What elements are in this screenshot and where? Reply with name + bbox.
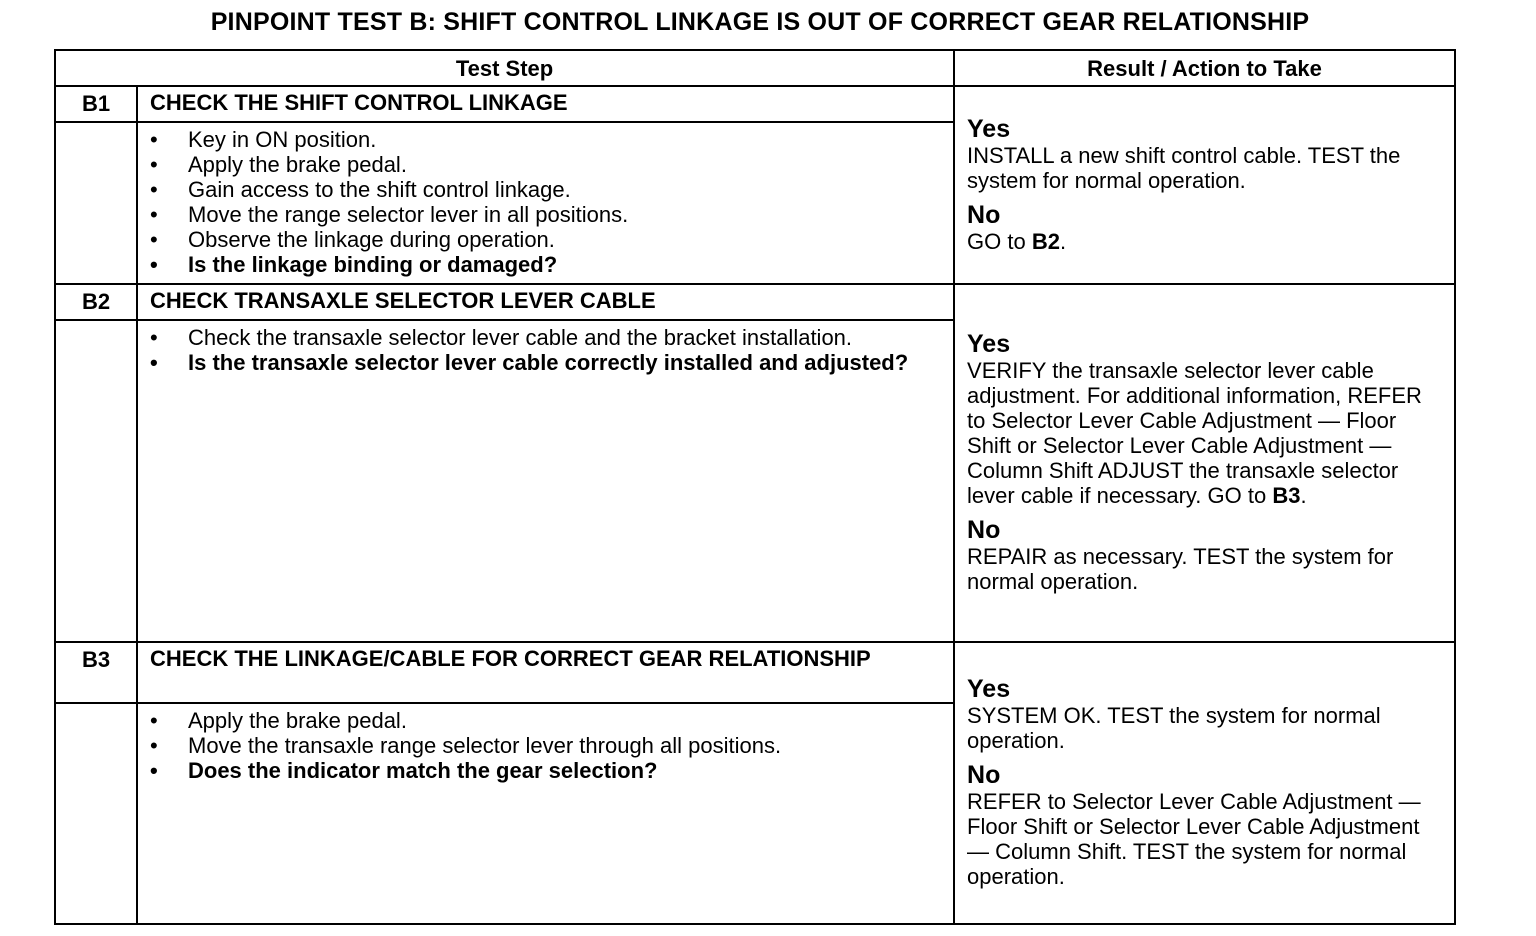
list-item: • Check the transaxle selector lever cable and the bracket installation.	[150, 325, 943, 350]
no-action: REPAIR as necessary. TEST the system for normal operation.	[967, 544, 1394, 594]
yes-action: INSTALL a new shift control cable. TEST the system for normal operation.	[967, 142, 1401, 193]
yes-action: SYSTEM OK. TEST the system for normal operation.	[967, 703, 1381, 753]
step-b2-instructions	[137, 320, 954, 642]
no-label: No	[967, 516, 1001, 544]
step-heading: CHECK TRANSAXLE SELECTOR LEVER CABLE	[137, 284, 954, 320]
step-b1-instructions	[137, 122, 954, 284]
list-item: • Move the range selector lever in all positions.	[150, 202, 943, 227]
step-b3-result	[954, 642, 1455, 924]
no-action-tail: .	[1059, 228, 1067, 254]
step-b1-result	[954, 86, 1455, 284]
list-item: • Observe the linkage during operation.	[150, 227, 943, 252]
yes-label: Yes	[967, 114, 1011, 143]
step-question: • Is the linkage binding or damaged?	[150, 252, 943, 277]
step-heading: CHECK THE SHIFT CONTROL LINKAGE	[137, 86, 954, 122]
no-action	[967, 229, 1446, 254]
pinpoint-test-table	[54, 49, 1456, 925]
list-item: • Move the transaxle range selector lever through all positions.	[150, 733, 943, 758]
step-code-spacer	[55, 703, 137, 924]
step-b2-heading-row	[55, 284, 1455, 320]
step-code: B1	[55, 86, 137, 122]
list-item: • Apply the brake pedal.	[150, 152, 943, 177]
no-action: REFER to Selector Lever Cable Adjustment — Floor Shift or Selector Lever Cable Adjustment — Column Shift. TEST the system for normal operation.	[967, 789, 1421, 889]
list-item: • Key in ON position.	[150, 127, 943, 152]
step-b3-heading-row	[55, 642, 1455, 703]
step-heading: CHECK THE LINKAGE/CABLE FOR CORRECT GEAR RELATIONSHIP	[137, 642, 954, 703]
list-item: • Apply the brake pedal.	[150, 708, 943, 733]
column-header-result: Result / Action to Take	[954, 50, 1455, 86]
step-b3-instructions	[137, 703, 954, 924]
step-question: • Does the indicator match the gear selection?	[150, 758, 943, 783]
list-item: • Gain access to the shift control linkage.	[150, 177, 943, 202]
yes-action-ref: B3	[1272, 483, 1301, 508]
column-header-test-step: Test Step	[55, 50, 954, 86]
page-title: PINPOINT TEST B: SHIFT CONTROL LINKAGE IS OUT OF CORRECT GEAR RELATIONSHIP	[210, 8, 1310, 36]
step-b1-heading-row	[55, 86, 1455, 122]
step-code-spacer	[55, 320, 137, 642]
step-b2-result	[954, 284, 1455, 642]
step-code: B3	[55, 642, 137, 703]
step-code-spacer	[55, 122, 137, 284]
table-header-row	[55, 50, 1455, 86]
yes-action	[967, 358, 1446, 508]
no-action-ref: B2	[1031, 228, 1060, 254]
step-question: • Is the transaxle selector lever cable correctly installed and adjusted?	[150, 350, 943, 375]
no-action-text: GO to	[967, 228, 1026, 254]
yes-label: Yes	[967, 675, 1011, 703]
step-code: B2	[55, 284, 137, 320]
yes-label: Yes	[967, 330, 1011, 358]
no-label: No	[967, 761, 1001, 789]
yes-action-tail: .	[1300, 483, 1307, 508]
no-label: No	[967, 200, 1001, 229]
yes-action-text: VERIFY the transaxle selector lever cable adjustment. For additional information, REFER to Selector Lever Cable Adjustment — Floor Shift or Selector Lever Cable Adjustment — Column Shift ADJUST the transaxle selector lever cable if necessary. GO to	[967, 358, 1422, 508]
